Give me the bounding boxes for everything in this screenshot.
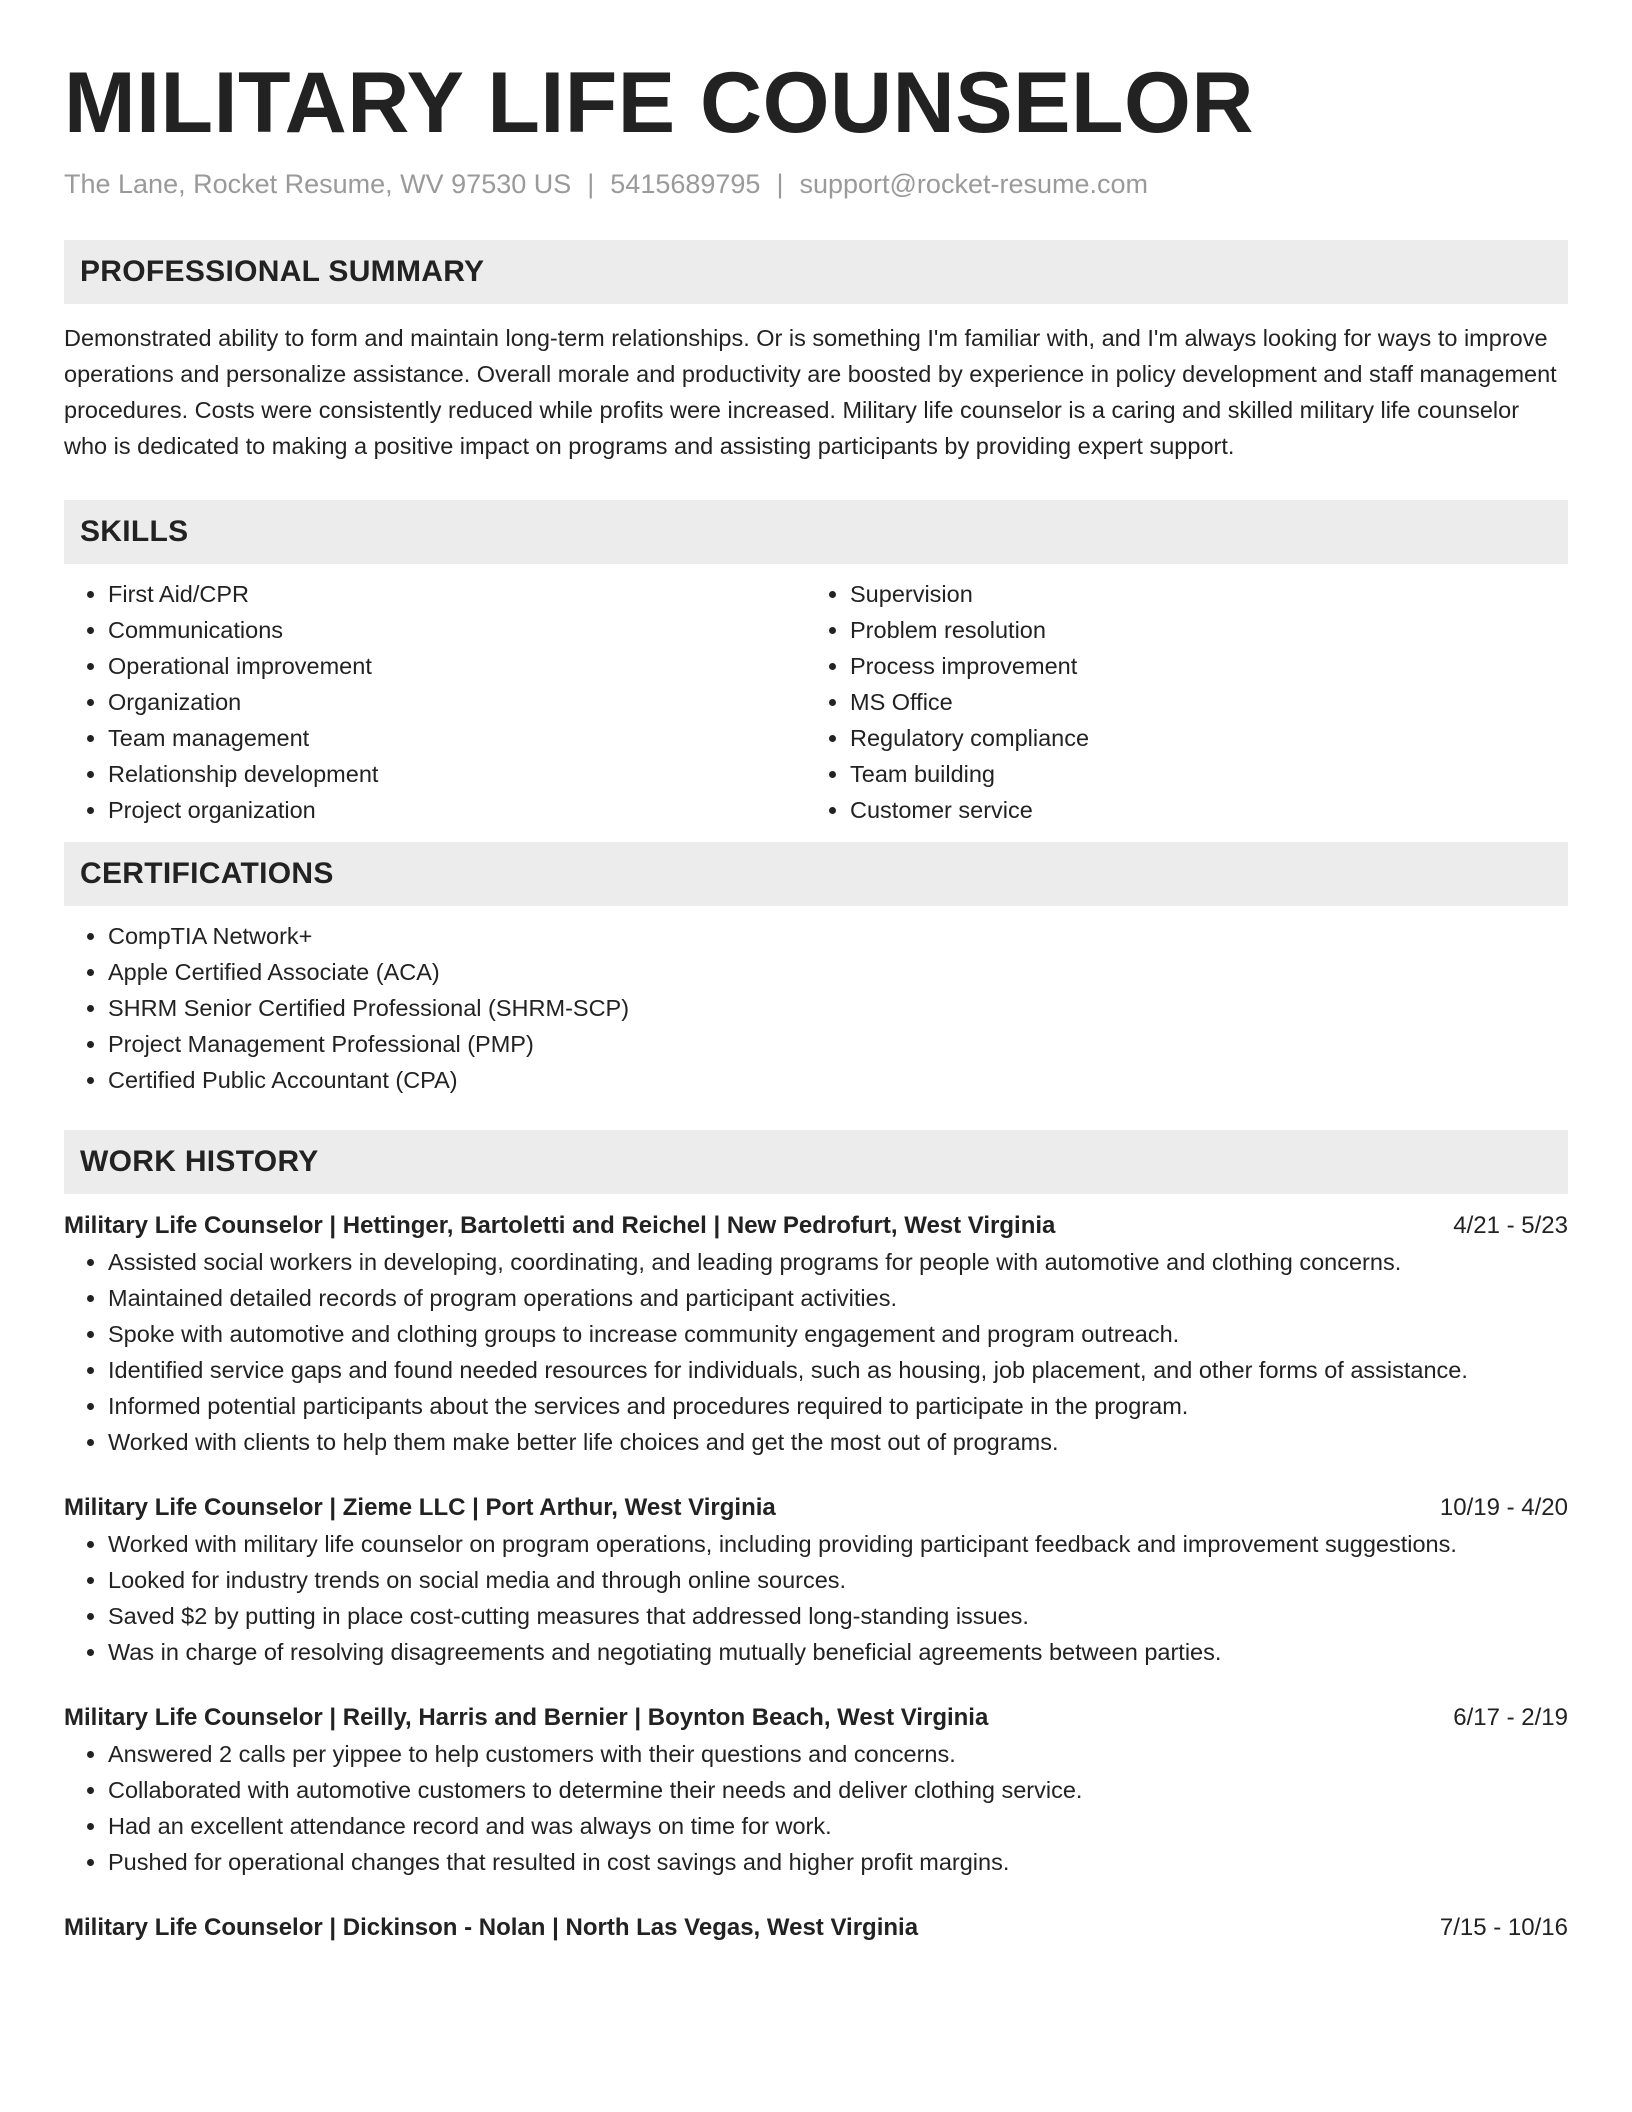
contact-phone: 5415689795 bbox=[610, 169, 761, 199]
contact-address: The Lane, Rocket Resume, WV 97530 US bbox=[64, 169, 572, 199]
job-bullet: • Informed potential participants about the services and procedures required to participate in the program. bbox=[108, 1388, 1568, 1424]
skills-section bbox=[64, 500, 1568, 828]
certification-item: • SHRM Senior Certified Professional (SHRM-SCP) bbox=[108, 990, 1568, 1026]
job-header bbox=[64, 1208, 1568, 1244]
contact-email: support@rocket-resume.com bbox=[799, 169, 1148, 199]
job-bullet: • Assisted social workers in developing, coordinating, and leading programs for people with automotive and clothing concerns. bbox=[108, 1244, 1568, 1280]
job-entry bbox=[64, 1910, 1568, 1946]
job-bullet: • Had an excellent attendance record and was always on time for work. bbox=[108, 1808, 1568, 1844]
job-bullet: • Saved $2 by putting in place cost-cutting measures that addressed long-standing issues. bbox=[108, 1598, 1568, 1634]
job-bullet: • Answered 2 calls per yippee to help customers with their questions and concerns. bbox=[108, 1736, 1568, 1772]
skill-item: • Organization bbox=[108, 684, 806, 720]
skill-item: • Operational improvement bbox=[108, 648, 806, 684]
job-dates: 7/15 - 10/16 bbox=[1439, 1914, 1568, 1941]
skill-item: • Supervision bbox=[850, 576, 1548, 612]
certifications-section bbox=[64, 842, 1568, 1098]
certifications-heading: CERTIFICATIONS bbox=[64, 842, 1568, 906]
work-history-heading: WORK HISTORY bbox=[64, 1130, 1568, 1194]
skill-item: • MS Office bbox=[850, 684, 1548, 720]
job-entry bbox=[64, 1490, 1568, 1670]
job-header bbox=[64, 1490, 1568, 1526]
job-title: Military Life Counselor | Hettinger, Bartoletti and Reichel | New Pedrofurt, West Virginia bbox=[64, 1212, 1056, 1239]
skill-item: • First Aid/CPR bbox=[108, 576, 806, 612]
job-bullet: • Looked for industry trends on social media and through online sources. bbox=[108, 1562, 1568, 1598]
skill-item: • Problem resolution bbox=[850, 612, 1548, 648]
job-bullet: • Worked with clients to help them make better life choices and get the most out of programs. bbox=[108, 1424, 1568, 1460]
skill-item: • Communications bbox=[108, 612, 806, 648]
job-title: Military Life Counselor | Dickinson - Nolan | North Las Vegas, West Virginia bbox=[64, 1914, 919, 1941]
job-bullet: • Identified service gaps and found needed resources for individuals, such as housing, job placement, and other forms of assistance. bbox=[108, 1352, 1568, 1388]
skill-item: • Team management bbox=[108, 720, 806, 756]
skill-item: • Customer service bbox=[850, 792, 1548, 828]
skill-item: • Team building bbox=[850, 756, 1548, 792]
skill-item: • Relationship development bbox=[108, 756, 806, 792]
job-bullet: • Pushed for operational changes that resulted in cost savings and higher profit margins. bbox=[108, 1844, 1568, 1880]
job-bullet: • Worked with military life counselor on program operations, including providing participant feedback and improvement suggestions. bbox=[108, 1526, 1568, 1562]
job-dates: 10/19 - 4/20 bbox=[1439, 1494, 1568, 1521]
certification-item: • Certified Public Accountant (CPA) bbox=[108, 1062, 1568, 1098]
job-header bbox=[64, 1700, 1568, 1736]
skill-item: • Project organization bbox=[108, 792, 806, 828]
job-dates: 4/21 - 5/23 bbox=[1453, 1212, 1568, 1239]
skill-item: • Regulatory compliance bbox=[850, 720, 1548, 756]
certification-item: • CompTIA Network+ bbox=[108, 918, 1568, 954]
job-header bbox=[64, 1910, 1568, 1946]
contact-line bbox=[64, 166, 1568, 202]
skills-grid bbox=[64, 576, 1568, 828]
skills-heading: SKILLS bbox=[64, 500, 1568, 564]
summary-text: Demonstrated ability to form and maintain long-term relationships. Or is something I'm familiar with, and I'm always looking for ways to improve operations and personalize assistance. Overall morale and productivity are boosted by experience in policy development and staff management procedures. Costs were consistently reduced while profits were increased. Military life counselor is a caring and skilled military life counselor who is dedicated to making a positive impact on programs and assisting participants by providing expert support. bbox=[64, 325, 1557, 459]
job-bullet: • Collaborated with automotive customers to determine their needs and deliver clothing service. bbox=[108, 1772, 1568, 1808]
job-bullet: • Maintained detailed records of program operations and participant activities. bbox=[108, 1280, 1568, 1316]
skills-column-left bbox=[64, 576, 806, 828]
candidate-name: MILITARY LIFE COUNSELOR bbox=[64, 55, 1255, 151]
skill-item: • Process improvement bbox=[850, 648, 1548, 684]
work-history-section bbox=[64, 1130, 1568, 1946]
job-title: Military Life Counselor | Zieme LLC | Port Arthur, West Virginia bbox=[64, 1494, 776, 1521]
job-entry bbox=[64, 1208, 1568, 1460]
contact-separator: | bbox=[776, 169, 784, 199]
job-title: Military Life Counselor | Reilly, Harris and Bernier | Boynton Beach, West Virginia bbox=[64, 1704, 989, 1731]
certification-item: • Project Management Professional (PMP) bbox=[108, 1026, 1568, 1062]
job-entry bbox=[64, 1700, 1568, 1880]
certification-item: • Apple Certified Associate (ACA) bbox=[108, 954, 1568, 990]
summary-section bbox=[64, 240, 1568, 464]
job-dates: 6/17 - 2/19 bbox=[1453, 1704, 1568, 1731]
job-bullet: • Was in charge of resolving disagreements and negotiating mutually beneficial agreements between parties. bbox=[108, 1634, 1568, 1670]
skills-column-right bbox=[806, 576, 1548, 828]
contact-separator: | bbox=[587, 169, 595, 199]
job-bullet: • Spoke with automotive and clothing groups to increase community engagement and program outreach. bbox=[108, 1316, 1568, 1352]
summary-heading: PROFESSIONAL SUMMARY bbox=[64, 240, 1568, 304]
